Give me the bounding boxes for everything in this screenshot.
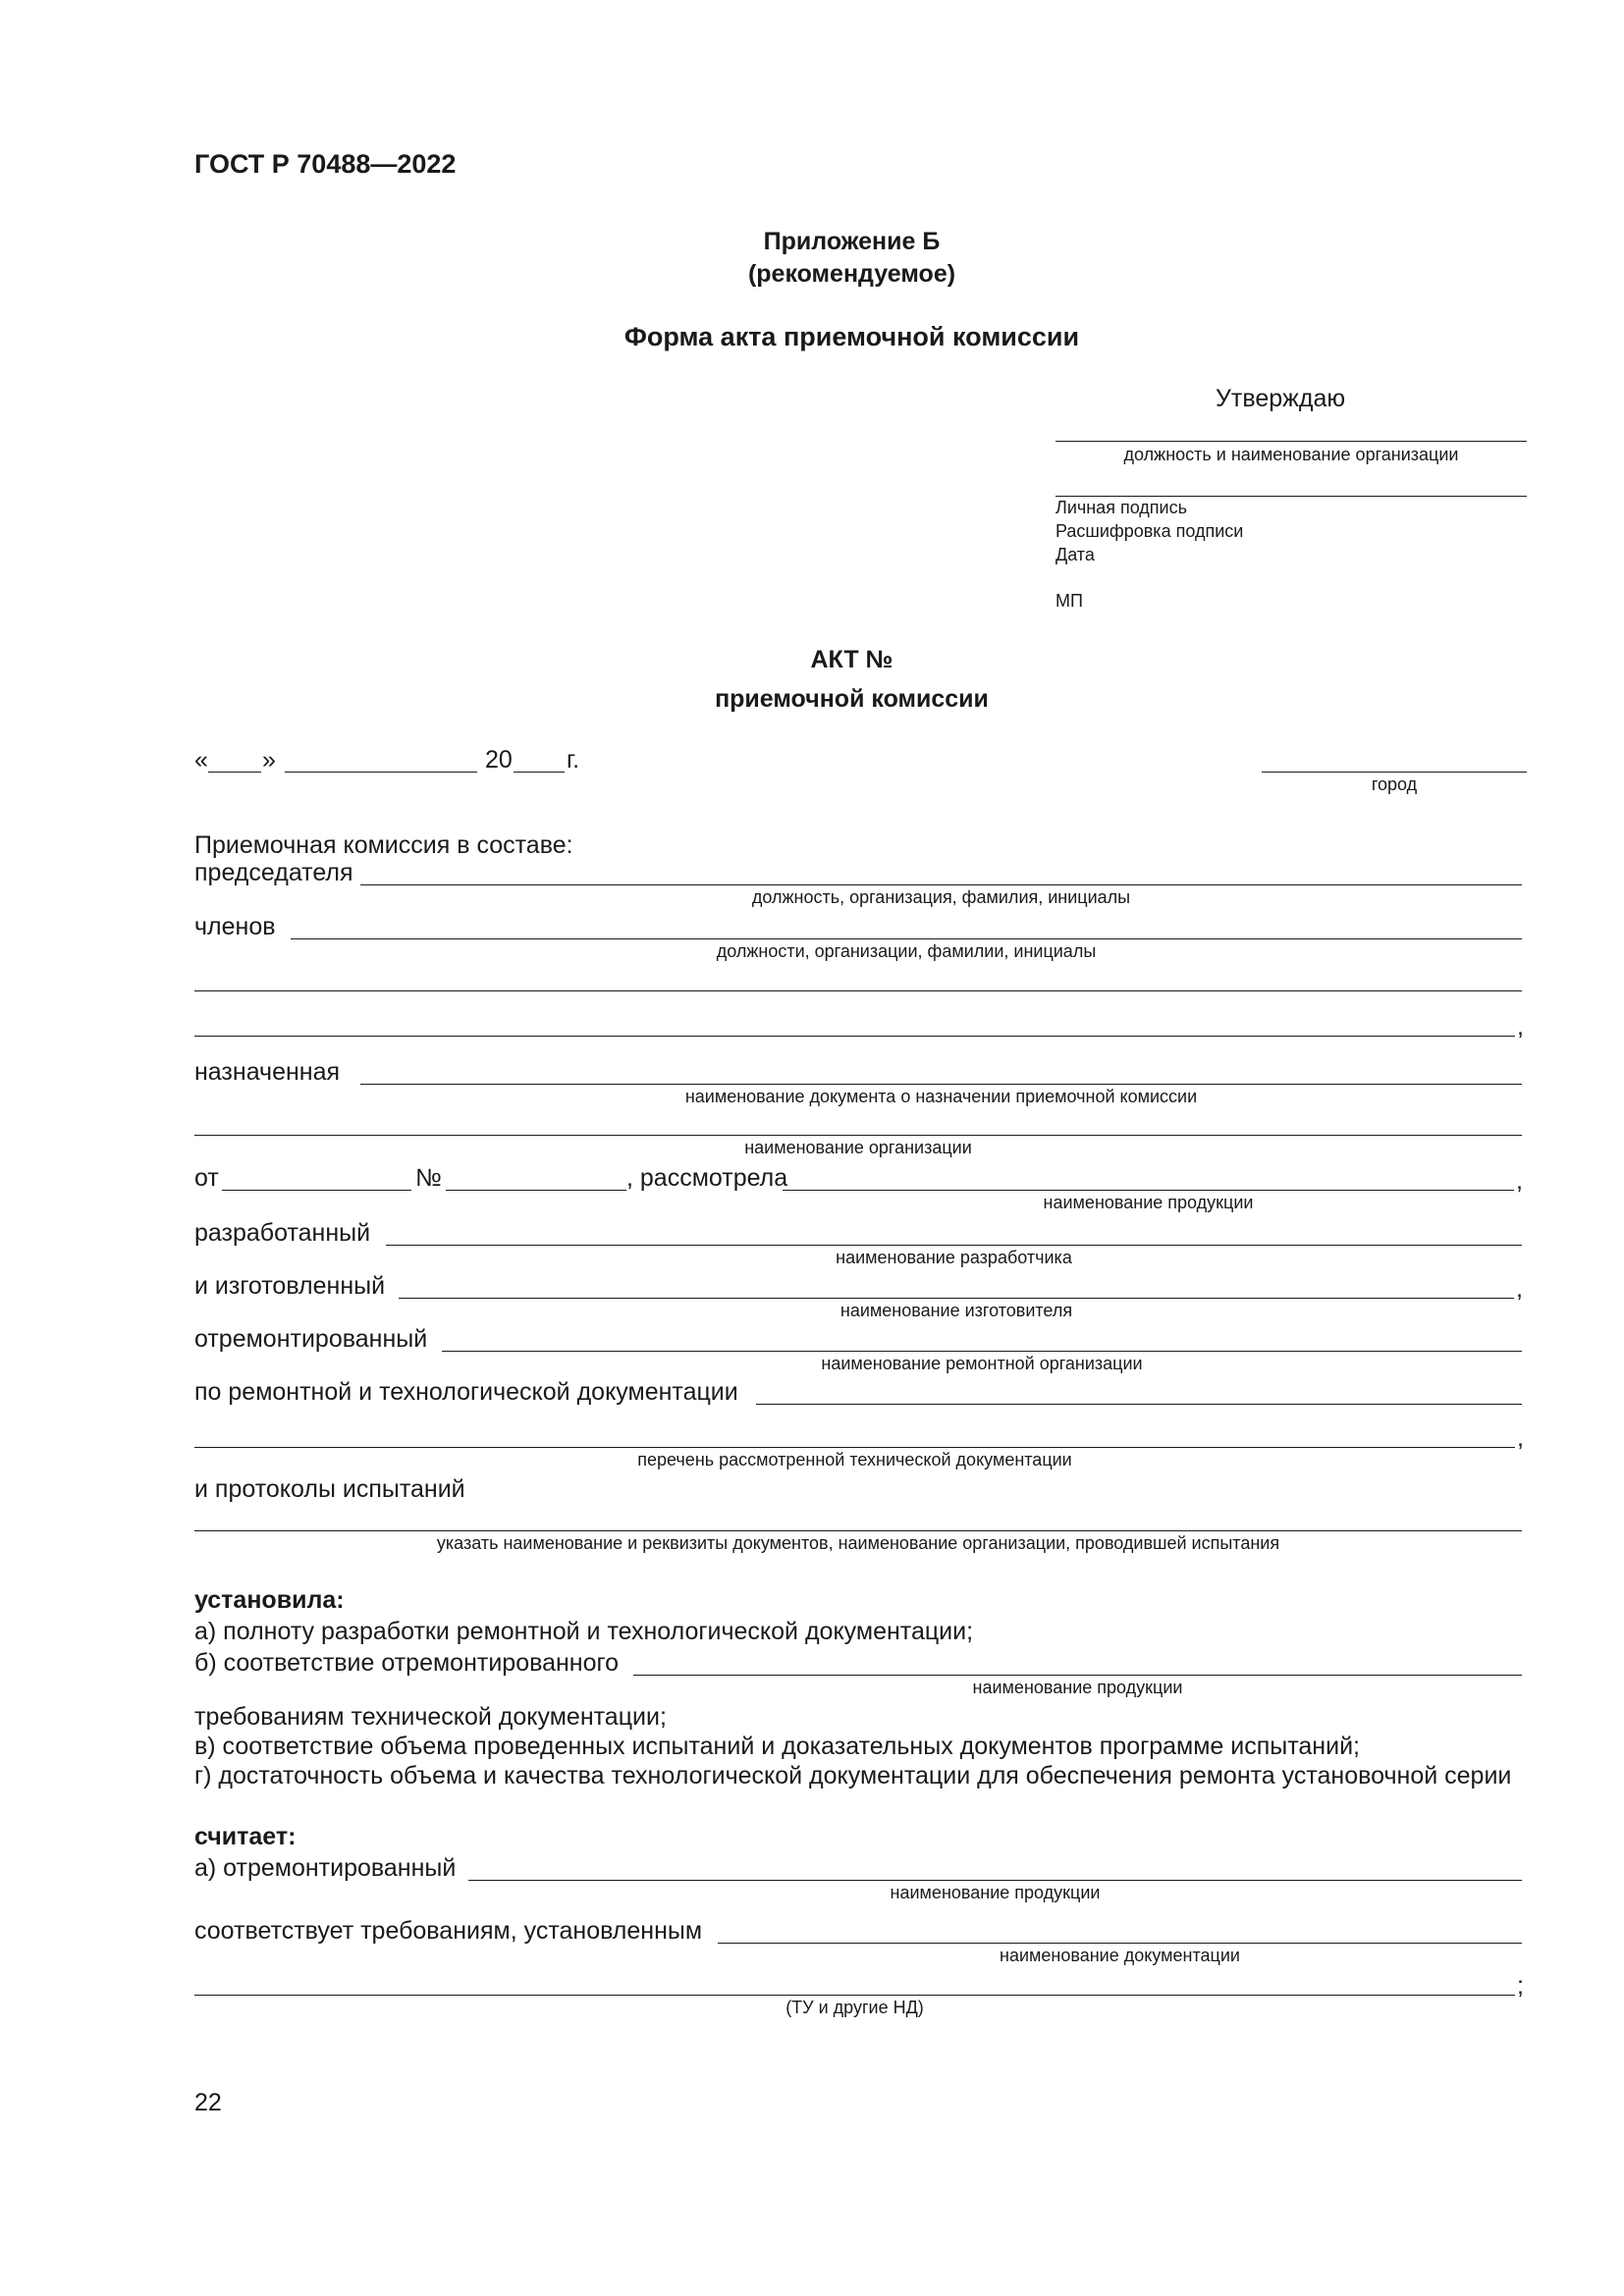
number-line	[446, 1190, 626, 1191]
city-caption: город	[1371, 774, 1418, 794]
year-prefix: 20	[485, 746, 513, 774]
reviewed-label: , рассмотрела	[626, 1164, 788, 1192]
city-line	[1262, 772, 1527, 773]
approval-stamp: МП	[1056, 591, 1083, 611]
year-suffix: г.	[567, 746, 580, 774]
considers-a-line	[468, 1880, 1522, 1881]
product-line	[783, 1190, 1514, 1191]
docs-comma: ,	[1517, 1424, 1524, 1452]
approval-org-caption: должность и наименование организации	[1123, 445, 1459, 464]
members-line-2	[194, 990, 1522, 991]
approval-signature-line	[1056, 496, 1527, 497]
appointed-caption: наименование документа о назначении приемочной комиссии	[684, 1087, 1198, 1106]
docs-label: по ремонтной и технологической документации	[194, 1378, 738, 1406]
established-b-line	[633, 1675, 1522, 1676]
members-label: членов	[194, 913, 276, 940]
appendix-title: Приложение Б	[763, 228, 941, 255]
manufactured-label: и изготовленный	[194, 1272, 386, 1300]
appointed-line	[360, 1084, 1522, 1085]
established-g: г) достаточность объема и качества технологической документации для обеспечения ремонта установочной серии	[194, 1762, 1512, 1789]
date-open-quote: «	[194, 746, 208, 774]
approval-signature: Личная подпись	[1056, 498, 1187, 517]
act-subtitle: приемочной комиссии	[715, 685, 989, 713]
established-v: в) соответствие объема проведенных испытаний и доказательных документов программе испытаний;	[194, 1733, 1360, 1760]
appendix-status: (рекомендуемое)	[747, 260, 956, 288]
repair-org-line	[442, 1351, 1522, 1352]
considers-doc-line	[718, 1943, 1522, 1944]
developed-label: разработанный	[194, 1219, 371, 1247]
considers-doc-caption: наименование документации	[1000, 1946, 1240, 1965]
considers-a-caption: наименование продукции	[890, 1883, 1101, 1902]
established-b-caption: наименование продукции	[972, 1678, 1183, 1697]
manufacturer-comma: ,	[1516, 1275, 1523, 1303]
page-number: 22	[194, 2089, 222, 2116]
number-label: №	[415, 1164, 442, 1192]
established-b: б) соответствие отремонтированного	[194, 1649, 619, 1677]
protocols-caption: указать наименование и реквизиты документов, наименование организации, проводившей испытания	[436, 1533, 1280, 1553]
considers-tu-line	[194, 1995, 1515, 1996]
product-caption: наименование продукции	[1043, 1193, 1254, 1212]
form-title: Форма акта приемочной комиссии	[623, 322, 1080, 351]
considers-semicolon: ;	[1517, 1972, 1524, 2000]
members-caption: должности, организации, фамилии, инициалы	[716, 941, 1097, 961]
chairman-label: председателя	[194, 859, 353, 886]
repair-org-caption: наименование ремонтной организации	[821, 1354, 1143, 1373]
date-close-quote: »	[262, 746, 276, 774]
from-date-line	[222, 1190, 411, 1191]
day-line	[208, 772, 261, 773]
repaired-label: отремонтированный	[194, 1325, 428, 1353]
act-title: АКТ №	[810, 646, 893, 673]
considers-title: считает:	[194, 1823, 297, 1850]
approval-org-line	[1056, 441, 1527, 442]
docs-line	[756, 1404, 1522, 1405]
from-label: от	[194, 1164, 219, 1192]
docs-caption: перечень рассмотренной технической документации	[637, 1450, 1072, 1469]
manufacturer-line	[399, 1298, 1514, 1299]
docs-list-line	[194, 1447, 1515, 1448]
standard-designation: ГОСТ Р 70488—2022	[194, 149, 457, 179]
approval-signature-decoding: Расшифровка подписи	[1056, 521, 1244, 541]
developer-caption: наименование разработчика	[836, 1248, 1072, 1267]
members-comma: ,	[1517, 1013, 1524, 1041]
considers-tu-caption: (ТУ и другие НД)	[785, 1998, 924, 2017]
protocols-label: и протоколы испытаний	[194, 1475, 465, 1503]
chairman-line	[360, 884, 1522, 885]
considers-a: а) отремонтированный	[194, 1854, 457, 1882]
established-b-cont: требованиям технической документации;	[194, 1703, 667, 1731]
developer-line	[386, 1245, 1522, 1246]
org-caption: наименование организации	[744, 1138, 972, 1157]
manufacturer-caption: наименование изготовителя	[839, 1301, 1073, 1320]
product-comma: ,	[1516, 1167, 1523, 1195]
approval-label: Утверждаю	[1216, 385, 1346, 412]
month-line	[285, 772, 477, 773]
members-line-3	[194, 1036, 1515, 1037]
established-a: а) полноту разработки ремонтной и технологической документации;	[194, 1618, 974, 1645]
approval-date: Дата	[1056, 545, 1095, 564]
appointed-label: назначенная	[194, 1058, 341, 1086]
commission-intro: Приемочная комиссия в составе:	[194, 831, 573, 859]
protocols-line	[194, 1530, 1522, 1531]
year-line	[514, 772, 565, 773]
org-line	[194, 1135, 1522, 1136]
established-title: установила:	[194, 1586, 345, 1614]
members-line	[291, 938, 1522, 939]
considers-complies: соответствует требованиям, установленным	[194, 1917, 703, 1945]
chairman-caption: должность, организация, фамилия, инициалы	[751, 887, 1131, 907]
